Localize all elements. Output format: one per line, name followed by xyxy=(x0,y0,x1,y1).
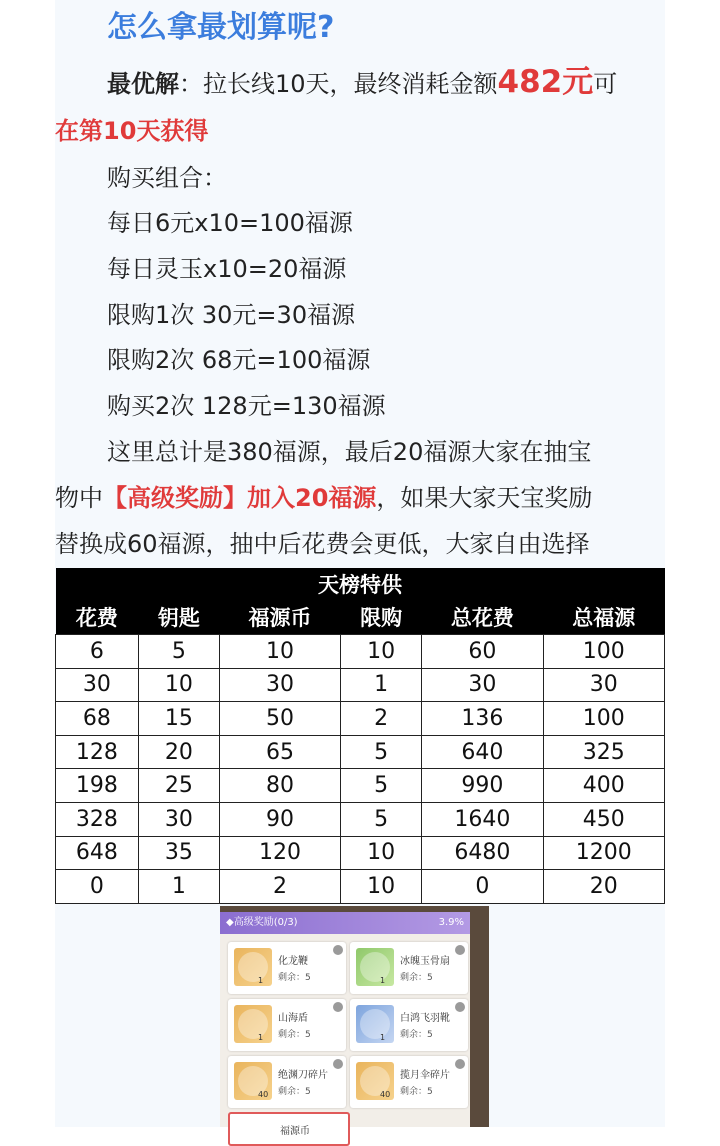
reward-item-card[interactable] xyxy=(228,999,346,1051)
table-cell: 1640 xyxy=(422,802,543,836)
table-row xyxy=(56,870,665,904)
table-cell: 20 xyxy=(543,870,664,904)
table-cell: 120 xyxy=(219,836,340,870)
table-cell: 30 xyxy=(422,668,543,702)
table-cell: 0 xyxy=(422,870,543,904)
combo-item: 限购1次 30元=30福源 xyxy=(107,301,356,329)
reward-item-name: 绝渊刀碎片 xyxy=(278,1070,328,1081)
summary-line-1: 这里总计是380福源，最后20福源大家在抽宝 xyxy=(107,438,592,466)
table-cell: 10 xyxy=(219,635,340,669)
reward-item-remain: 剩余：5 xyxy=(400,973,433,983)
table-row xyxy=(56,702,665,736)
reward-item-remain: 剩余：5 xyxy=(400,1087,433,1097)
reward-item-qty: 1 xyxy=(258,976,264,985)
table-cell: 1 xyxy=(138,870,219,904)
reward-item-card[interactable] xyxy=(228,942,346,994)
table-cell: 30 xyxy=(219,668,340,702)
select-dot-icon[interactable] xyxy=(333,1002,343,1012)
price-table xyxy=(55,568,665,904)
summary-highlight: 【高级奖励】加入20福源 xyxy=(103,484,377,512)
table-cell: 5 xyxy=(138,635,219,669)
reward-item-name: 白鸿飞羽靴 xyxy=(400,1013,450,1024)
article-heading: 怎么拿最划算呢? xyxy=(107,10,335,45)
summary-text: ，如果大家天宝奖励 xyxy=(376,484,593,512)
table-cell: 6480 xyxy=(422,836,543,870)
table-cell: 20 xyxy=(138,735,219,769)
reward-item-name: 冰魄玉骨扇 xyxy=(400,956,450,967)
table-cell: 50 xyxy=(219,702,340,736)
reward-panel xyxy=(220,912,470,1137)
table-cell: 198 xyxy=(56,769,139,803)
table-header: 限购 xyxy=(341,600,422,635)
best-solution-amount: 482元 xyxy=(497,64,594,100)
reward-item-remain: 剩余：5 xyxy=(278,1030,311,1040)
select-dot-icon[interactable] xyxy=(333,1059,343,1069)
reward-item-name: 福源币 xyxy=(280,1126,310,1137)
reward-item-qty: 1 xyxy=(380,976,386,985)
table-cell: 100 xyxy=(543,635,664,669)
table-cell: 2 xyxy=(341,702,422,736)
table-cell: 65 xyxy=(219,735,340,769)
table-cell: 100 xyxy=(543,702,664,736)
combo-item: 每日6元x10=100福源 xyxy=(107,209,353,237)
reward-item-remain: 剩余：5 xyxy=(400,1030,433,1040)
best-solution-line2 xyxy=(55,115,208,147)
table-row xyxy=(56,668,665,702)
reward-item-card[interactable] xyxy=(350,999,468,1051)
table-row xyxy=(56,802,665,836)
table-cell: 90 xyxy=(219,802,340,836)
summary-line-3: 替换成60福源，抽中后花费会更低，大家自由选择 xyxy=(55,530,590,558)
table-cell: 25 xyxy=(138,769,219,803)
left-gutter xyxy=(0,0,55,1127)
table-cell: 2 xyxy=(219,870,340,904)
table-header: 总花费 xyxy=(422,600,543,635)
table-cell: 15 xyxy=(138,702,219,736)
table-cell: 30 xyxy=(543,668,664,702)
reward-panel-header xyxy=(220,912,470,934)
table-cell: 128 xyxy=(56,735,139,769)
table-cell: 640 xyxy=(422,735,543,769)
table-cell: 5 xyxy=(341,735,422,769)
table-cell: 35 xyxy=(138,836,219,870)
shield-icon xyxy=(234,1005,272,1043)
best-solution-day: 在第10天获得 xyxy=(55,117,209,145)
combo-item: 每日灵玉x10=20福源 xyxy=(107,255,347,283)
reward-item-card-selected[interactable] xyxy=(228,1112,350,1146)
reward-item-name: 山海盾 xyxy=(278,1013,308,1024)
table-row xyxy=(56,735,665,769)
reward-item-card[interactable] xyxy=(228,1056,346,1108)
reward-item-name: 揽月伞碎片 xyxy=(400,1070,450,1081)
table-cell: 0 xyxy=(56,870,139,904)
table-row xyxy=(56,635,665,669)
table-cell: 400 xyxy=(543,769,664,803)
select-dot-icon[interactable] xyxy=(455,1059,465,1069)
fan-icon xyxy=(356,948,394,986)
table-cell: 325 xyxy=(543,735,664,769)
table-cell: 6 xyxy=(56,635,139,669)
summary-line-2 xyxy=(55,482,592,514)
best-solution-text: ：拉长线10天，最终消耗金额 xyxy=(179,70,498,98)
game-screenshot xyxy=(220,906,489,1137)
table-cell: 10 xyxy=(138,668,219,702)
reward-item-qty: 1 xyxy=(258,1033,264,1042)
table-cell: 648 xyxy=(56,836,139,870)
table-cell: 328 xyxy=(56,802,139,836)
reward-panel-percent: 3.9% xyxy=(438,917,464,928)
table-cell: 1 xyxy=(341,668,422,702)
combo-item: 限购2次 68元=100福源 xyxy=(107,346,371,374)
combo-item: 购买2次 128元=130福源 xyxy=(107,392,386,420)
table-header: 福源币 xyxy=(219,600,340,635)
reward-item-remain: 剩余：5 xyxy=(278,973,311,983)
table-cell: 80 xyxy=(219,769,340,803)
best-solution-tail: 可 xyxy=(593,70,618,98)
right-gutter xyxy=(665,0,720,1127)
table-cell: 60 xyxy=(422,635,543,669)
table-cell: 10 xyxy=(341,836,422,870)
reward-item-qty: 1 xyxy=(380,1033,386,1042)
best-solution-label: 最优解 xyxy=(107,70,179,98)
summary-text: 物中 xyxy=(55,484,103,512)
select-dot-icon[interactable] xyxy=(455,1002,465,1012)
table-row xyxy=(56,836,665,870)
reward-item-card[interactable] xyxy=(350,942,468,994)
table-cell: 990 xyxy=(422,769,543,803)
table-cell: 5 xyxy=(341,769,422,803)
table-cell: 68 xyxy=(56,702,139,736)
table-row xyxy=(56,769,665,803)
table-cell: 30 xyxy=(56,668,139,702)
whip-icon xyxy=(234,948,272,986)
reward-item-remain: 剩余：5 xyxy=(278,1087,311,1097)
reward-item-qty: 40 xyxy=(380,1090,391,1099)
select-dot-icon[interactable] xyxy=(333,945,343,955)
table-cell: 136 xyxy=(422,702,543,736)
table-header: 总福源 xyxy=(543,600,664,635)
boots-icon xyxy=(356,1005,394,1043)
table-title: 天榜特供 xyxy=(56,568,665,600)
table-cell: 5 xyxy=(341,802,422,836)
combo-label: 购买组合： xyxy=(107,164,227,192)
table-cell: 450 xyxy=(543,802,664,836)
reward-item-qty: 40 xyxy=(258,1090,269,1099)
table-cell: 1200 xyxy=(543,836,664,870)
table-cell: 10 xyxy=(341,635,422,669)
table-cell: 30 xyxy=(138,802,219,836)
reward-item-name: 化龙鞭 xyxy=(278,956,308,967)
best-solution-line xyxy=(107,66,617,100)
table-cell: 10 xyxy=(341,870,422,904)
table-header: 钥匙 xyxy=(138,600,219,635)
reward-panel-title: ◆高级奖励(0/3) xyxy=(226,917,298,928)
select-dot-icon[interactable] xyxy=(455,945,465,955)
table-header: 花费 xyxy=(56,600,139,635)
reward-item-card[interactable] xyxy=(350,1056,468,1108)
